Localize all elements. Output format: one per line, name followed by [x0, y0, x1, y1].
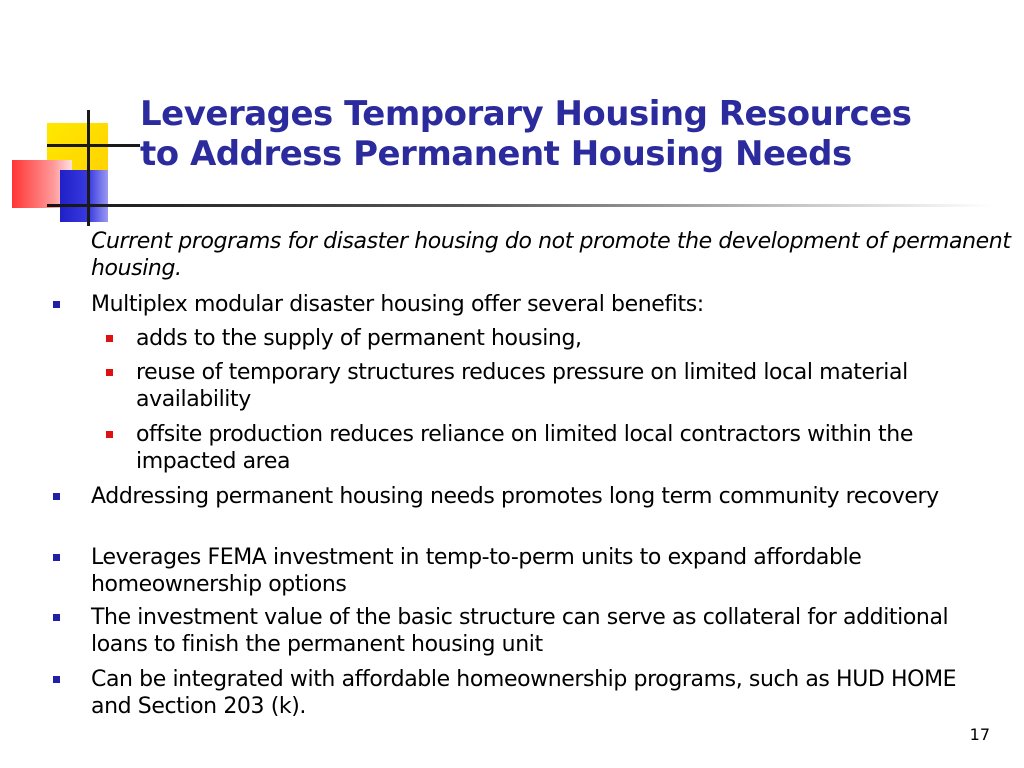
sub-bullet-text: reuse of temporary structures reduces pressure on limited local material availability	[136, 360, 908, 412]
page-number: 17	[969, 725, 990, 744]
title-divider	[47, 204, 993, 207]
bullet-item	[91, 604, 1001, 658]
logo-blue-square	[60, 170, 108, 222]
logo-horizontal-line	[47, 144, 140, 147]
logo-vertical-line	[87, 110, 90, 226]
square-bullet-icon	[53, 676, 60, 683]
title-line-2: to Address Permanent Housing Needs	[140, 134, 852, 174]
sub-bullet-item	[136, 359, 996, 413]
intro-text: Current programs for disaster housing do not promote the development of permanent housing.	[91, 229, 1011, 281]
bullet-item	[91, 291, 1001, 318]
square-bullet-icon	[106, 369, 113, 376]
bullet-item	[91, 483, 1001, 510]
title-line-1: Leverages Temporary Housing Resources	[140, 94, 912, 134]
sub-bullet-item	[136, 325, 996, 352]
bullet-text: Leverages FEMA investment in temp-to-perm units to expand affordable homeownership options	[91, 545, 862, 597]
bullet-item	[91, 666, 1001, 720]
bullet-text: Can be integrated with affordable homeownership programs, such as HUD HOME and Section 203 (k).	[91, 667, 957, 719]
square-bullet-icon	[53, 493, 60, 500]
square-bullet-icon	[53, 614, 60, 621]
square-bullet-icon	[106, 431, 113, 438]
square-bullet-icon	[53, 554, 60, 561]
bullet-text: Multiplex modular disaster housing offer several benefits:	[91, 292, 704, 317]
square-bullet-icon	[53, 301, 60, 308]
sub-bullet-text: adds to the supply of permanent housing,	[136, 326, 582, 351]
bullet-item	[91, 544, 1001, 598]
bullet-text: Addressing permanent housing needs promotes long term community recovery	[91, 484, 939, 509]
square-bullet-icon	[106, 335, 113, 342]
slide-title	[140, 94, 1000, 174]
bullet-text: The investment value of the basic structure can serve as collateral for additional loans to finish the permanent housing unit	[91, 605, 949, 657]
sub-bullet-text: offsite production reduces reliance on limited local contractors within the impacted area	[136, 422, 913, 474]
sub-bullet-item	[136, 421, 996, 475]
